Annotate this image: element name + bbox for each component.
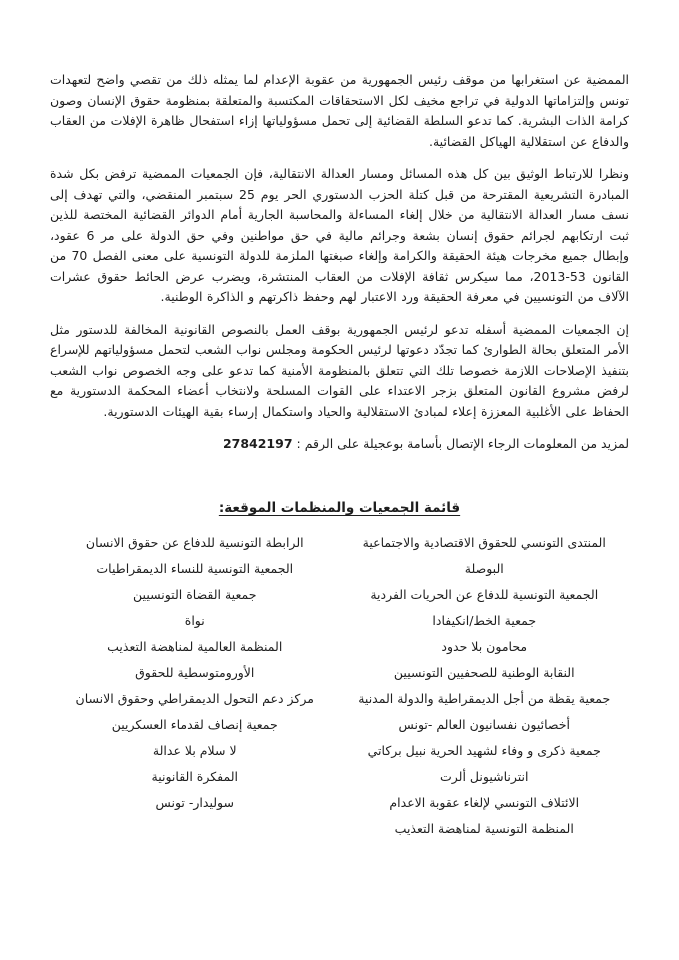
signatory-name: المفكرة القانونية — [151, 769, 238, 784]
signatory-name: النقابة الوطنية للصحفيين التونسيين — [393, 665, 575, 680]
contact-info-line — [50, 434, 629, 454]
signatory-name — [50, 816, 340, 842]
signatory-name: جمعية القضاة التونسيين — [133, 587, 257, 602]
contact-info-text: لمزيد من المعلومات الرجاء الإتصال بأسامة بوعجيلة على الرقم : — [292, 436, 629, 451]
signatory-name: المنتدى التونسي للحقوق الاقتصادية والاجتماعية — [362, 535, 606, 550]
signatory-name: الجمعية التونسية للنساء الديمقراطيات — [96, 561, 294, 576]
signatory-name: الرابطة التونسية للدفاع عن حقوق الانسان — [85, 535, 304, 550]
phone-number: 27842197 — [222, 436, 293, 451]
signatory-name: الائتلاف التونسي لإلغاء عقوبة الاعدام — [389, 795, 580, 810]
signatories-heading: قائمة الجمعيات والمنظمات الموقعة: — [218, 500, 461, 516]
signatories-table — [50, 530, 629, 842]
signatory-name: أخصائيون نفسانيون العالم -تونس — [398, 717, 570, 732]
statement-paragraph-1: الممضية عن استغرابها من موقف رئيس الجمهورية من عقوبة الإعدام لما يمثله ذلك من تقصي واضح لتعهدات تونس وإلتزاماتها الدولية في تراجع مخيف لكل الاستحقاقات المكتسبة والمتعلقة بمنظومة حقوق الإنسان وصون كرامة الذات البشرية. كما تدعو السلطة القضائية إلى تحمل مسؤولياتها إزاء استفحال ظاهرة الإفلات من العقاب والدفاع عن استقلالية الهياكل القضائية. — [50, 72, 629, 149]
signatory-name: لا سلام بلا عدالة — [152, 743, 237, 758]
signatory-name: الجمعية التونسية للدفاع عن الحريات الفردية — [370, 587, 599, 602]
signatory-name: مركز دعم التحول الديمقراطي وحقوق الانسان — [75, 691, 314, 706]
signatory-name: جمعية إنصاف لقدماء العسكريين — [111, 717, 278, 732]
signatory-name: نواة — [184, 613, 205, 628]
signatory-name: جمعية الخط/انكيفادا — [432, 613, 537, 628]
signatory-name: المنظمة التونسية لمناهضة التعذيب — [394, 821, 574, 836]
signatory-name: انترناشيونل ألرت — [440, 769, 529, 784]
statement-paragraph-2: ونظرا للارتباط الوثيق بين كل هذه المسائل ومسار العدالة الانتقالية، فإن الجمعيات الممضية ترفض بكل شدة المبادرة التشريعية المقترحة من قبل كتلة الحزب الدستوري الحر يوم 25 سبتمبر المنقضي، والتي تهدف إلى نسف مسار العدالة الانتقالية من خلال إلغاء المساءلة والمحاسبة الجارية أمام الدوائر القضائية المختصة للذين ثبت ارتكابهم لجرائم حقوق إنسان بشعة وجرائم مالية في حق مواطنين وفي حق الدولة على مر 6 عقود، وإبطال جميع مخرجات هيئة الحقيقة والكرامة وإلغاء صبغتها الملزمة للدولة التونسية على معنى الفصل 70 من القانون 53-2013، مما سيكرس ثقافة الإفلات من العقاب المنتشرة، ويضرب عرض الحائط حقوق عشرات الآلاف من التونسيين في معرفة الحقيقة ورد الاعتبار لهم وحفظ ذاكرتهم و الذاكرة الوطنية. — [50, 166, 629, 304]
statement-paragraph-3: إن الجمعيات الممضية أسفله تدعو لرئيس الجمهورية بوقف العمل بالنصوص القانونية المخالفة للدستور مثل الأمر المتعلق بحالة الطوارئ كما تجدّد دعوتها لرئيس الحكومة ومجلس نواب الشعب لتحمل مسؤولياتهم للإسراع بتنفيذ الإصلاحات اللازمة خصوصا تلك التي تتعلق بالمنظومة الأمنية كما تدعو على وجه الخصوص نواب الشعب لرفض مشروع القانون المتعلق بزجر الاعتداء على القوات المسلحة ولانتخاب أعضاء المحكمة الدستورية مع الحفاظ على الأغلبية المعززة إعلاء لمبادئ الاستقلالية والحياد واستكمال إرساء بقية الهيئات الدستورية. — [50, 321, 629, 419]
signatory-name: المنظمة العالمية لمناهضة التعذيب — [107, 639, 283, 654]
signatory-name: جمعية ذكرى و وفاء لشهيد الحرية نبيل بركاتي — [367, 743, 601, 758]
signatory-name: سوليدار- تونس — [155, 795, 234, 810]
signatory-name: جمعية يقظة من أجل الديمقراطية والدولة المدنية — [358, 691, 611, 706]
signatory-name: محامون بلا حدود — [441, 639, 528, 654]
signatory-name: الأورومتوسطية للحقوق — [135, 665, 255, 680]
signatory-name: البوصلة — [464, 561, 504, 576]
